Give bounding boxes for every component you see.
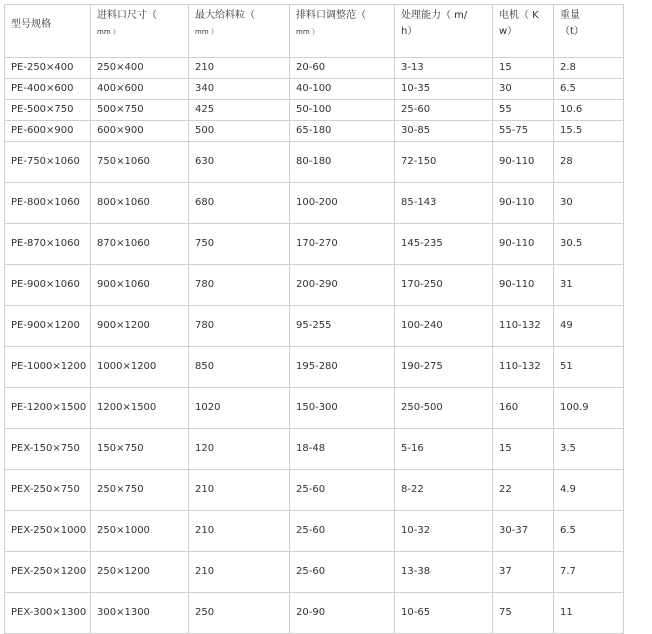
max-feed-cell: 780 [189,265,290,306]
max-feed-cell: 210 [189,470,290,511]
model-cell: PE-800×1060 [5,183,91,224]
feed-opening-cell: 250×1000 [91,511,189,552]
feed-opening-cell: 250×1200 [91,552,189,593]
weight-cell: 31 [554,265,624,306]
model-cell: PEX-250×750 [5,470,91,511]
header-discharge-unit: mm ） [296,28,319,36]
table-row [5,429,624,470]
motor-cell: 22 [493,470,554,511]
motor-cell: 90-110 [493,265,554,306]
header-max-feed-unit: mm ） [195,28,218,36]
capacity-cell: 85-143 [395,183,493,224]
capacity-cell: 25-60 [395,100,493,121]
header-feed-opening-unit: mm ） [97,28,120,36]
model-cell: PE-870×1060 [5,224,91,265]
header-feed-opening-label: 进料口尺寸（ [97,10,157,21]
motor-cell: 110-132 [493,347,554,388]
motor-cell: 160 [493,388,554,429]
table-row [5,142,624,183]
model-cell: PE-400×600 [5,79,91,100]
header-max-feed-label: 最大给料粒（ [195,10,255,21]
motor-cell: 90-110 [493,224,554,265]
table-row [5,388,624,429]
max-feed-cell: 210 [189,58,290,79]
header-row [5,5,624,58]
feed-opening-cell: 1200×1500 [91,388,189,429]
weight-cell: 30 [554,183,624,224]
discharge-cell: 18-48 [290,429,395,470]
weight-cell: 6.5 [554,79,624,100]
header-motor [493,5,554,58]
discharge-cell: 95-255 [290,306,395,347]
model-cell: PE-500×750 [5,100,91,121]
capacity-cell: 190-275 [395,347,493,388]
feed-opening-cell: 250×750 [91,470,189,511]
feed-opening-cell: 250×400 [91,58,189,79]
max-feed-cell: 680 [189,183,290,224]
spec-table [4,4,624,634]
feed-opening-cell: 900×1060 [91,265,189,306]
max-feed-cell: 500 [189,121,290,142]
discharge-cell: 65-180 [290,121,395,142]
table-row [5,183,624,224]
max-feed-cell: 250 [189,593,290,634]
weight-cell: 49 [554,306,624,347]
weight-cell: 7.7 [554,552,624,593]
table-row [5,79,624,100]
table-row [5,552,624,593]
header-discharge-label: 排料口调整范（ [296,10,366,21]
motor-cell: 30 [493,79,554,100]
capacity-cell: 30-85 [395,121,493,142]
table-row [5,58,624,79]
model-cell: PE-900×1200 [5,306,91,347]
motor-cell: 55-75 [493,121,554,142]
header-model-label: 型号规格 [11,19,51,30]
capacity-cell: 250-500 [395,388,493,429]
feed-opening-cell: 900×1200 [91,306,189,347]
header-weight [554,5,624,58]
header-weight-unit: （t） [560,26,584,37]
discharge-cell: 80-180 [290,142,395,183]
header-capacity-label: 处理能力（ m/ [401,10,468,21]
feed-opening-cell: 870×1060 [91,224,189,265]
capacity-cell: 100-240 [395,306,493,347]
header-motor-label: 电机（ K [499,10,539,21]
capacity-cell: 170-250 [395,265,493,306]
model-cell: PE-750×1060 [5,142,91,183]
capacity-cell: 5-16 [395,429,493,470]
motor-cell: 15 [493,429,554,470]
motor-cell: 75 [493,593,554,634]
table-row [5,121,624,142]
capacity-cell: 8-22 [395,470,493,511]
model-cell: PEX-300×1300 [5,593,91,634]
table-row [5,470,624,511]
discharge-cell: 150-300 [290,388,395,429]
discharge-cell: 25-60 [290,511,395,552]
max-feed-cell: 780 [189,306,290,347]
motor-cell: 37 [493,552,554,593]
discharge-cell: 200-290 [290,265,395,306]
discharge-cell: 25-60 [290,552,395,593]
discharge-cell: 20-60 [290,58,395,79]
max-feed-cell: 1020 [189,388,290,429]
max-feed-cell: 340 [189,79,290,100]
discharge-cell: 25-60 [290,470,395,511]
header-discharge [290,5,395,58]
motor-cell: 90-110 [493,142,554,183]
model-cell: PEX-250×1000 [5,511,91,552]
capacity-cell: 145-235 [395,224,493,265]
weight-cell: 100.9 [554,388,624,429]
table-row [5,511,624,552]
header-capacity-unit: h） [401,26,418,37]
weight-cell: 4.9 [554,470,624,511]
capacity-cell: 3-13 [395,58,493,79]
feed-opening-cell: 1000×1200 [91,347,189,388]
header-max-feed [189,5,290,58]
feed-opening-cell: 300×1300 [91,593,189,634]
table-row [5,100,624,121]
capacity-cell: 10-32 [395,511,493,552]
weight-cell: 30.5 [554,224,624,265]
table-row [5,265,624,306]
max-feed-cell: 425 [189,100,290,121]
table-row [5,306,624,347]
motor-cell: 15 [493,58,554,79]
model-cell: PE-1000×1200 [5,347,91,388]
weight-cell: 51 [554,347,624,388]
max-feed-cell: 120 [189,429,290,470]
feed-opening-cell: 750×1060 [91,142,189,183]
motor-cell: 90-110 [493,183,554,224]
weight-cell: 15.5 [554,121,624,142]
header-model [5,5,91,58]
weight-cell: 11 [554,593,624,634]
feed-opening-cell: 800×1060 [91,183,189,224]
max-feed-cell: 850 [189,347,290,388]
model-cell: PEX-250×1200 [5,552,91,593]
discharge-cell: 170-270 [290,224,395,265]
max-feed-cell: 210 [189,511,290,552]
model-cell: PE-600×900 [5,121,91,142]
feed-opening-cell: 400×600 [91,79,189,100]
max-feed-cell: 210 [189,552,290,593]
weight-cell: 28 [554,142,624,183]
discharge-cell: 195-280 [290,347,395,388]
discharge-cell: 100-200 [290,183,395,224]
max-feed-cell: 630 [189,142,290,183]
model-cell: PE-1200×1500 [5,388,91,429]
motor-cell: 30-37 [493,511,554,552]
feed-opening-cell: 150×750 [91,429,189,470]
weight-cell: 10.6 [554,100,624,121]
model-cell: PE-900×1060 [5,265,91,306]
model-cell: PEX-150×750 [5,429,91,470]
table-row [5,224,624,265]
feed-opening-cell: 600×900 [91,121,189,142]
discharge-cell: 50-100 [290,100,395,121]
discharge-cell: 40-100 [290,79,395,100]
motor-cell: 110-132 [493,306,554,347]
capacity-cell: 10-35 [395,79,493,100]
header-weight-label: 重量 [560,10,580,21]
header-capacity [395,5,493,58]
model-cell: PE-250×400 [5,58,91,79]
capacity-cell: 13-38 [395,552,493,593]
weight-cell: 3.5 [554,429,624,470]
weight-cell: 6.5 [554,511,624,552]
capacity-cell: 10-65 [395,593,493,634]
max-feed-cell: 750 [189,224,290,265]
motor-cell: 55 [493,100,554,121]
header-feed-opening [91,5,189,58]
weight-cell: 2.8 [554,58,624,79]
capacity-cell: 72-150 [395,142,493,183]
header-motor-unit: w） [499,26,518,37]
feed-opening-cell: 500×750 [91,100,189,121]
table-row [5,593,624,634]
table-row [5,347,624,388]
discharge-cell: 20-90 [290,593,395,634]
